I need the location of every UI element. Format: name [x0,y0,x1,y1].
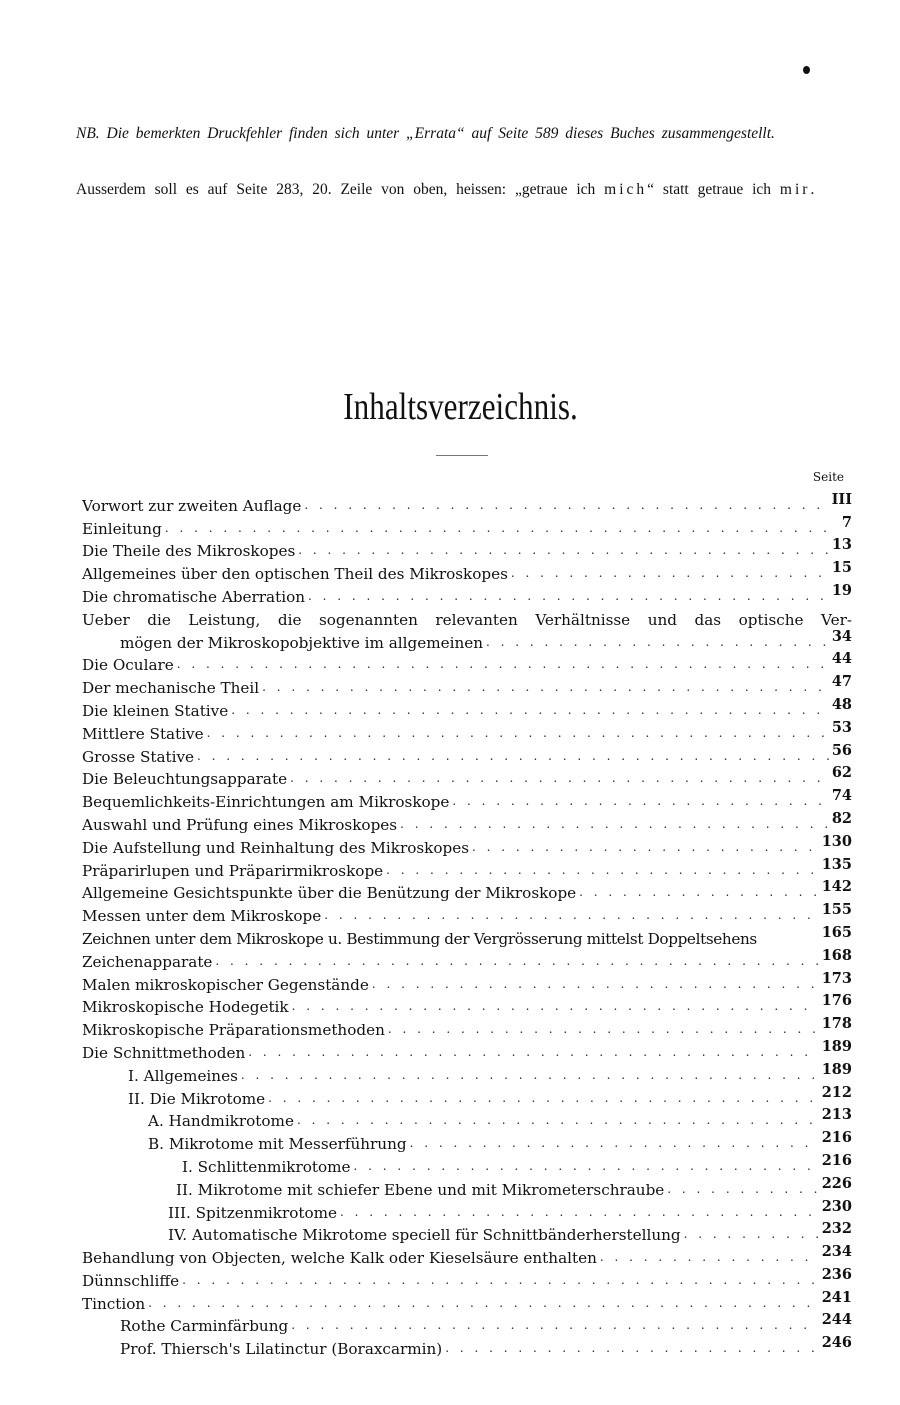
toc-dot-leader [386,864,819,876]
toc-dot-leader [410,1137,819,1149]
correction-text-start: Ausserdem soll es auf Seite 283, 20. Zeile von oben, heissen: „getraue ich [76,181,605,198]
toc-entry [82,902,852,925]
toc-entry [82,1199,852,1222]
toc-page-number: 19 [831,581,852,599]
toc-entry-title: Mittlere Stative [82,724,204,743]
toc-dot-leader [231,704,829,716]
page-title: Inhaltsverzeichnis. [343,386,578,428]
toc-entry-title: Präparirlupen und Präparirmikroskope [82,861,384,880]
toc-entry [82,971,852,994]
toc-entry-title: B. Mikrotome mit Messerführung [148,1135,407,1154]
toc-entry [82,720,852,743]
toc-entry [82,1290,852,1313]
toc-page-number: 226 [821,1174,852,1192]
toc-page-number: III [831,490,852,508]
toc-page-number: 165 [821,923,852,941]
toc-entry-title: Zeichnen unter dem Mikroskope u. Bestimmung der Vergrösserung mittelst Doppeltsehens [82,929,757,948]
toc-page-number: 232 [821,1220,852,1238]
toc-dot-leader [298,544,829,556]
toc-dot-leader [354,1160,819,1172]
toc-dot-leader [165,522,839,534]
toc-dot-leader [241,1069,819,1081]
toc-entry [82,1153,852,1176]
toc-entry-title: Grosse Stative [82,747,195,766]
toc-entry [82,652,852,675]
correction-spaced-mir: mir [779,181,811,198]
toc-dot-leader [248,1046,818,1058]
toc-page-number: 168 [821,946,852,964]
toc-dot-leader [177,658,829,670]
toc-dot-leader [197,750,829,762]
toc-entry-title: Behandlung von Objecten, welche Kalk oder Kieselsäure enthalten [82,1249,597,1268]
toc-entry-title: IV. Automatische Mikrotome speciell für Schnittbänderherstellung [168,1226,681,1245]
toc-entry-title: Dünnschliffe [82,1271,180,1290]
toc-dot-leader [472,841,819,853]
ink-speck [803,66,810,74]
correction-spaced-mich: mich [604,181,648,198]
toc-page-number: 7 [841,513,852,531]
toc-dot-leader [297,1114,819,1126]
toc-page-number: 230 [821,1197,852,1215]
toc-entry [82,538,852,561]
toc-page-number: 48 [831,695,852,713]
toc-entry [82,629,852,652]
toc-page-number: 246 [821,1334,852,1352]
toc-entry [82,674,852,697]
toc-entry [82,925,852,948]
toc-entry-title: Tinction [82,1294,146,1313]
toc-entry-title: I. Schlittenmikrotome [182,1157,351,1176]
toc-dot-leader [262,681,829,693]
toc-entry [82,492,852,515]
page-column-header: Seite [812,470,844,484]
toc-dot-leader [148,1297,819,1309]
toc-dot-leader [600,1251,819,1263]
correction-text-end: . [810,181,815,198]
toc-page-number: 244 [821,1311,852,1329]
toc-entry [82,1335,852,1358]
toc-page-number: 236 [821,1265,852,1283]
toc-page-number: 56 [831,741,852,759]
toc-entry [82,560,852,583]
toc-entry [82,834,852,857]
correction-text-mid: “ statt getraue ich [647,181,780,198]
toc-page-number: 189 [821,1060,852,1078]
toc-entry-title: Prof. Thiersch's Lilatinctur (Boraxcarmin) [120,1340,443,1359]
toc-page-number: 216 [821,1129,852,1147]
toc-page-number: 216 [821,1151,852,1169]
toc-page-number: 213 [821,1106,852,1124]
toc-entry-title: Die Theile des Mikroskopes [82,542,296,561]
toc-entry-title: Bequemlichkeits-Einrichtungen am Mikroskope [82,793,450,812]
toc-entry [82,515,852,538]
toc-entry [82,788,852,811]
toc-entry-title: Malen mikroskopischer Gegenstände [82,975,369,994]
toc-entry-title: III. Spitzenmikrotome [168,1203,338,1222]
toc-dot-leader [684,1228,819,1240]
toc-entry-title: Allgemeines über den optischen Theil des Mikroskopes [82,565,508,584]
toc-page-number: 74 [831,787,852,805]
toc-page-number: 15 [831,559,852,577]
toc-entry [82,1130,852,1153]
toc-entry [82,697,852,720]
toc-entry [82,1222,852,1245]
toc-entry-title: Der mechanische Theil [82,679,260,698]
toc-entry [82,1267,852,1290]
toc-entry [82,743,852,766]
toc-entry [82,1313,852,1336]
toc-page-number: 130 [821,832,852,850]
toc-entry [82,1039,852,1062]
toc-entry [82,880,852,903]
toc-page-number: 53 [831,718,852,736]
toc-page-number: 241 [821,1288,852,1306]
toc-entry [82,1016,852,1039]
toc-entry [82,766,852,789]
toc-dot-leader [372,978,819,990]
toc-page-number: 47 [831,673,852,691]
toc-dot-leader [486,636,829,648]
toc-dot-leader [667,1183,818,1195]
toc-entry-title: Die kleinen Stative [82,701,229,720]
toc-page-number: 173 [821,969,852,987]
toc-dot-leader [308,590,829,602]
toc-page-number: 13 [831,536,852,554]
toc-entry [82,606,852,629]
toc-entry [82,1244,852,1267]
toc-page-number: 212 [821,1083,852,1101]
toc-dot-leader [511,567,829,579]
errata-note: NB. Die bemerkten Druckfehler finden sich unter „Errata“ auf Seite 589 dieses Buches zusammengestellt. [76,125,775,142]
toc-entry-title: Zeichenapparate [82,952,213,971]
toc-page-number: 44 [831,650,852,668]
toc-page-number: 234 [821,1243,852,1261]
toc-dot-leader [452,795,828,807]
toc-entry [82,1176,852,1199]
table-of-contents [82,492,852,1358]
toc-page-number: 155 [821,901,852,919]
toc-entry [82,583,852,606]
toc-entry-title: Vorwort zur zweiten Auflage [82,496,302,515]
toc-page-number: 189 [821,1037,852,1055]
toc-entry-title: Rothe Carminfärbung [120,1317,289,1336]
title-rule [436,455,488,456]
toc-dot-leader [268,1092,819,1104]
toc-entry-title: Ueber die Leistung, die sogenannten relevanten Verhältnisse und das optische Ver- [82,610,852,629]
toc-entry-title: Mikroskopische Hodegetik [82,998,289,1017]
toc-entry-title: Die chromatische Aberration [82,587,305,606]
toc-dot-leader [291,1319,819,1331]
toc-dot-leader [324,909,818,921]
toc-entry [82,811,852,834]
toc-dot-leader [207,727,829,739]
toc-dot-leader [304,499,828,511]
toc-entry-title: Die Schnittmethoden [82,1043,246,1062]
toc-entry [82,994,852,1017]
toc-entry [82,857,852,880]
toc-entry [82,1108,852,1131]
toc-page-number: 135 [821,855,852,873]
toc-page-number: 62 [831,764,852,782]
toc-page-number: 178 [821,1015,852,1033]
toc-entry-title: II. Mikrotome mit schiefer Ebene und mit Mikrometerschraube [176,1180,665,1199]
toc-entry-title: A. Handmikrotome [148,1112,294,1131]
toc-entry-title: Mikroskopische Präparationsmethoden [82,1021,385,1040]
toc-entry-title: Allgemeine Gesichtspunkte über die Benützung der Mikroskope [82,884,577,903]
toc-entry-title: Die Beleuchtungsapparate [82,770,288,789]
toc-dot-leader [579,886,819,898]
toc-dot-leader [400,818,829,830]
toc-dot-leader [290,772,829,784]
toc-entry [82,1085,852,1108]
toc-dot-leader [340,1206,819,1218]
toc-entry-title: Die Oculare [82,656,174,675]
toc-dot-leader [215,955,818,967]
toc-page-number: 176 [821,992,852,1010]
toc-dot-leader [292,1000,819,1012]
toc-page-number: 142 [821,878,852,896]
toc-entry-title: Die Aufstellung und Reinhaltung des Mikroskopes [82,838,470,857]
toc-dot-leader [445,1342,818,1354]
correction-note [76,179,840,201]
toc-entry-title: Auswahl und Prüfung eines Mikroskopes [82,815,398,834]
toc-page-number: 34 [831,627,852,645]
toc-entry-title: I. Allgemeines [128,1066,238,1085]
toc-entry-title: mögen der Mikroskopobjektive im allgemeinen [120,633,484,652]
toc-entry [82,948,852,971]
toc-entry-title: Messen unter dem Mikroskope [82,907,322,926]
toc-dot-leader [182,1274,819,1286]
toc-entry-title: Einleitung [82,519,162,538]
toc-entry-title: II. Die Mikrotome [128,1089,266,1108]
toc-dot-leader [388,1023,819,1035]
toc-entry [82,1062,852,1085]
toc-page-number: 82 [831,809,852,827]
